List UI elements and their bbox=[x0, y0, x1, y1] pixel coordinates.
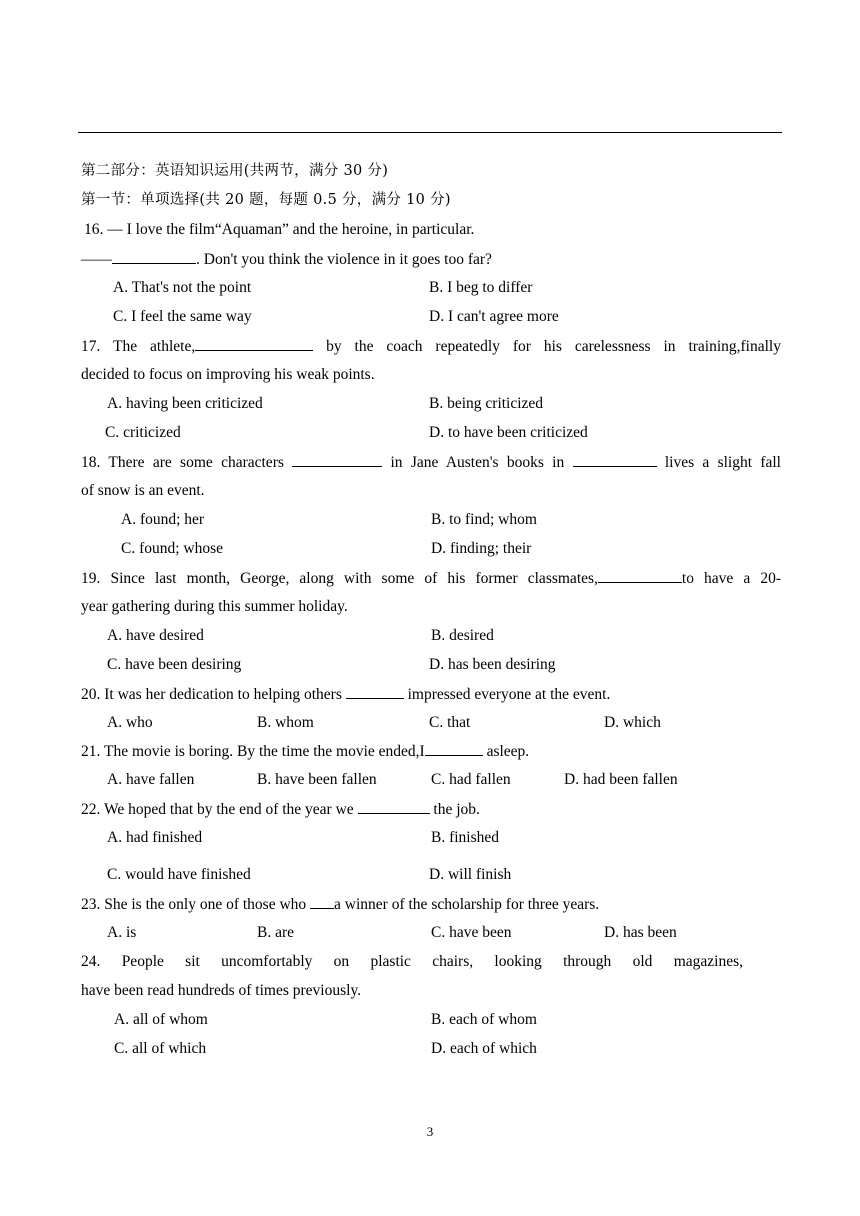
question-18-line2: of snow is an event. bbox=[81, 482, 205, 499]
question-22-line1: 22. We hoped that by the end of the year we the job. bbox=[81, 801, 480, 818]
option-20-d: D. which bbox=[604, 714, 661, 731]
answer-blank bbox=[310, 894, 334, 909]
option-22-a: A. had finished bbox=[107, 829, 203, 846]
option-18-c: C. found; whose bbox=[121, 540, 224, 557]
option-24-a: A. all of whom bbox=[114, 1011, 208, 1028]
answer-blank bbox=[425, 741, 483, 756]
header-rule bbox=[78, 132, 782, 133]
page-number: 3 bbox=[426, 1124, 434, 1139]
option-19-b: B. desired bbox=[431, 627, 494, 644]
answer-blank bbox=[292, 452, 382, 467]
answer-blank bbox=[573, 452, 657, 467]
part-heading: 第二部分：英语知识运用(共两节，满分 30 分) bbox=[81, 163, 389, 179]
option-20-a: A. who bbox=[107, 714, 153, 731]
option-24-d: D. each of which bbox=[431, 1040, 537, 1057]
question-18-line1: 18. There are some characters in Jane Austen's books in lives a slight fall bbox=[81, 454, 781, 471]
option-23-b: B. are bbox=[257, 924, 295, 941]
question-24-line2: have been read hundreds of times previously. bbox=[81, 982, 362, 999]
option-16-c: C. I feel the same way bbox=[113, 308, 252, 325]
answer-blank bbox=[598, 568, 682, 583]
question-16-line1: 16. — I love the film“Aquaman” and the heroine, in particular. bbox=[84, 221, 475, 238]
option-23-a: A. is bbox=[107, 924, 137, 941]
question-21-line1: 21. The movie is boring. By the time the movie ended,I asleep. bbox=[81, 743, 530, 760]
option-21-c: C. had fallen bbox=[431, 771, 511, 788]
option-19-a: A. have desired bbox=[107, 627, 204, 644]
question-17-line2: decided to focus on improving his weak points. bbox=[81, 366, 375, 383]
option-17-a: A. having been criticized bbox=[107, 395, 263, 412]
option-24-c: C. all of which bbox=[114, 1040, 207, 1057]
question-17-line1: 17. The athlete, by the coach repeatedly for his carelessness in training,finally bbox=[81, 338, 781, 355]
option-21-d: D. had been fallen bbox=[564, 771, 678, 788]
option-16-b: B. I beg to differ bbox=[429, 279, 533, 296]
option-19-c: C. have been desiring bbox=[107, 656, 242, 673]
question-19-line1: 19. Since last month, George, along with some of his former classmates, to have a 20- bbox=[81, 570, 782, 587]
option-17-c: C. criticized bbox=[105, 424, 181, 441]
option-22-d: D. will finish bbox=[429, 866, 512, 883]
option-24-b: B. each of whom bbox=[431, 1011, 537, 1028]
option-22-b: B. finished bbox=[431, 829, 500, 846]
option-20-c: C. that bbox=[429, 714, 471, 731]
answer-blank bbox=[358, 799, 430, 814]
question-20-line1: 20. It was her dedication to helping others impressed everyone at the event. bbox=[81, 686, 611, 703]
option-16-d: D. I can't agree more bbox=[429, 308, 559, 325]
answer-blank bbox=[195, 336, 313, 351]
option-17-b: B. being criticized bbox=[429, 395, 544, 412]
option-18-b: B. to find; whom bbox=[431, 511, 537, 528]
option-18-a: A. found; her bbox=[121, 511, 205, 528]
option-16-a: A. That's not the point bbox=[113, 279, 252, 296]
option-17-d: D. to have been criticized bbox=[429, 424, 588, 441]
option-22-c: C. would have finished bbox=[107, 866, 251, 883]
option-21-a: A. have fallen bbox=[107, 771, 195, 788]
answer-blank bbox=[346, 684, 404, 699]
option-20-b: B. whom bbox=[257, 714, 314, 731]
option-21-b: B. have been fallen bbox=[257, 771, 377, 788]
section-heading: 第一节：单项选择(共 20 题，每题 0.5 分，满分 10 分) bbox=[81, 192, 451, 208]
option-19-d: D. has been desiring bbox=[429, 656, 556, 673]
question-23-line1: 23. She is the only one of those who a winner of the scholarship for three years. bbox=[81, 896, 600, 913]
question-24-line1: 24. People sit uncomfortably on plastic chairs, looking through old magazines, bbox=[81, 953, 744, 970]
answer-blank bbox=[112, 249, 196, 264]
question-19-line2: year gathering during this summer holiday. bbox=[81, 598, 348, 615]
question-16-line2: —— . Don't you think the violence in it goes too far? bbox=[81, 251, 492, 268]
option-23-c: C. have been bbox=[431, 924, 512, 941]
option-18-d: D. finding; their bbox=[431, 540, 532, 557]
option-23-d: D. has been bbox=[604, 924, 677, 941]
